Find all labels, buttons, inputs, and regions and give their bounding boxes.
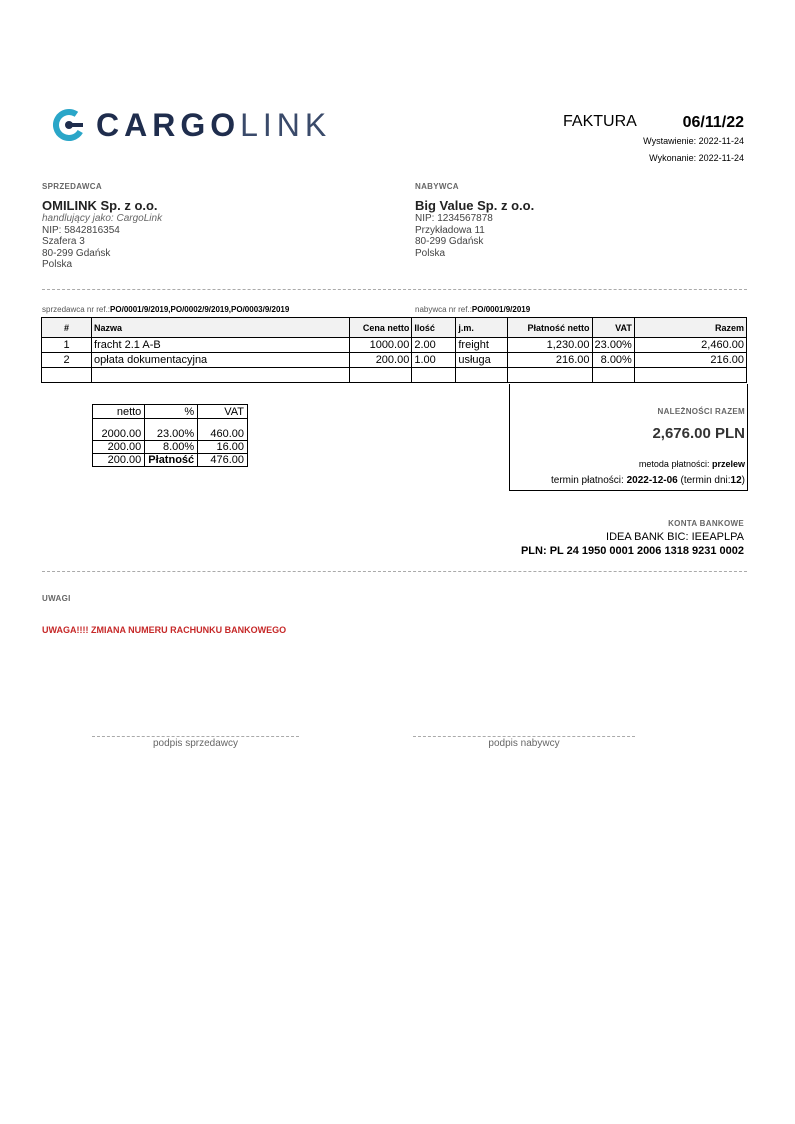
cell-qty: 2.00 [412,338,456,353]
buyer-country: Polska [415,247,446,259]
invoice-number: 06/11/22 [682,114,744,131]
vat-col-rate: % [145,405,198,419]
cell-unit-price: 1000.00 [350,338,412,353]
items-header-row [42,318,747,338]
vat-col-net: netto [93,405,145,419]
vat-cell: 8.00% [145,441,198,454]
seller-street: Szafera 3 [42,236,85,247]
notes-warning: UWAGA!!!! ZMIANA NUMERU RACHUNKU BANKOWEGO [42,625,287,635]
totals-box [509,384,748,491]
vat-cell: Płatność [145,454,198,467]
cell-qty: 1.00 [412,353,456,368]
buyer-street: Przykładowa 11 [415,224,485,236]
cell-net: 1,230.00 [508,338,592,353]
vat-col-vat: VAT [198,405,248,419]
logo-wordmark: CARGOLINK [96,107,332,143]
performance-date: Wykonanie: 2022-11-24 [649,153,744,163]
vat-cell: 460.00 [198,419,248,441]
col-header-total: Razem [634,318,746,338]
cell-vat: 8.00% [592,353,634,368]
cell-total: 2,460.00 [634,338,746,353]
totals-amount: 2,676.00 PLN [652,425,745,442]
table-row [42,353,747,368]
cell-unit: freight [456,338,508,353]
payment-due: termin płatności: 2022-12-06 (termin dni:12) [550,475,745,486]
notes-label: UWAGI [42,594,71,603]
cell-net: 216.00 [508,353,592,368]
seller-signature-line [92,736,299,737]
col-header-net: Płatność netto [508,318,592,338]
document-title: FAKTURA [563,113,637,130]
col-header-vat: VAT [592,318,634,338]
table-row-empty [42,368,747,383]
company-logo [52,108,331,142]
cell-unit-price: 200.00 [350,353,412,368]
seller-country: Polska [42,259,73,270]
table-row [42,338,747,353]
items-table [41,317,747,383]
buyer-signature-label: podpis nabywcy [488,738,560,749]
vat-cell: 200.00 [93,454,145,467]
seller-name: OMILINK Sp. z o.o. [42,198,158,213]
seller-signature-label: podpis sprzedawcy [152,738,239,749]
cell-name: fracht 2.1 A-B [92,338,350,353]
table-row [93,441,248,454]
vat-cell: 23.00% [145,419,198,441]
vat-summary-table [92,404,248,467]
vat-cell: 2000.00 [93,419,145,441]
buyer-signature-line [413,736,635,737]
vat-cell: 476.00 [198,454,248,467]
bank-account: PLN: PL 24 1950 0001 2006 1318 9231 0002 [520,545,744,557]
col-header-name: Nazwa [92,318,350,338]
cell-name: opłata dokumentacyjna [92,353,350,368]
seller-label: SPRZEDAWCA [42,182,102,191]
table-row [93,419,248,441]
cell-index: 1 [42,338,92,353]
seller-trading-as: handlujący jako: CargoLink [42,213,163,224]
cell-index: 2 [42,353,92,368]
buyer-name: Big Value Sp. z o.o. [415,198,535,213]
buyer-block [415,198,534,259]
cell-vat: 23.00% [592,338,634,353]
col-header-index: # [42,318,92,338]
seller-reference: sprzedawca nr ref.:PO/0001/9/2019,PO/0002/9/2019,PO/0003/9/2019 [42,305,290,314]
seller-city: 80-299 Gdańsk [42,247,111,259]
seller-nip: NIP: 5842816354 [42,224,120,236]
col-header-unit-price: Cena netto [350,318,412,338]
buyer-label: NABYWCA [415,182,459,191]
divider [42,571,747,572]
vat-total-row [93,454,248,467]
bank-label: KONTA BANKOWE [668,519,744,528]
divider [42,289,747,290]
cell-unit: usługa [456,353,508,368]
issue-date: Wystawienie: 2022-11-24 [643,136,744,146]
buyer-nip: NIP: 1234567878 [415,213,493,224]
totals-label: NALEŻNOŚCI RAZEM [657,407,745,416]
buyer-city: 80-299 Gdańsk [415,236,484,247]
vat-cell: 200.00 [93,441,145,454]
cargolink-logo-icon [52,108,86,142]
buyer-reference: nabywca nr ref.:PO/0001/9/2019 [415,305,531,314]
bank-name: IDEA BANK BIC: IEEAPLPA [606,531,744,543]
vat-header-row [93,405,248,419]
col-header-qty: Ilość [412,318,456,338]
cell-total: 216.00 [634,353,746,368]
col-header-unit: j.m. [456,318,508,338]
seller-block [42,198,162,271]
vat-cell: 16.00 [198,441,248,454]
payment-method: metoda płatności: przelew [638,459,745,469]
